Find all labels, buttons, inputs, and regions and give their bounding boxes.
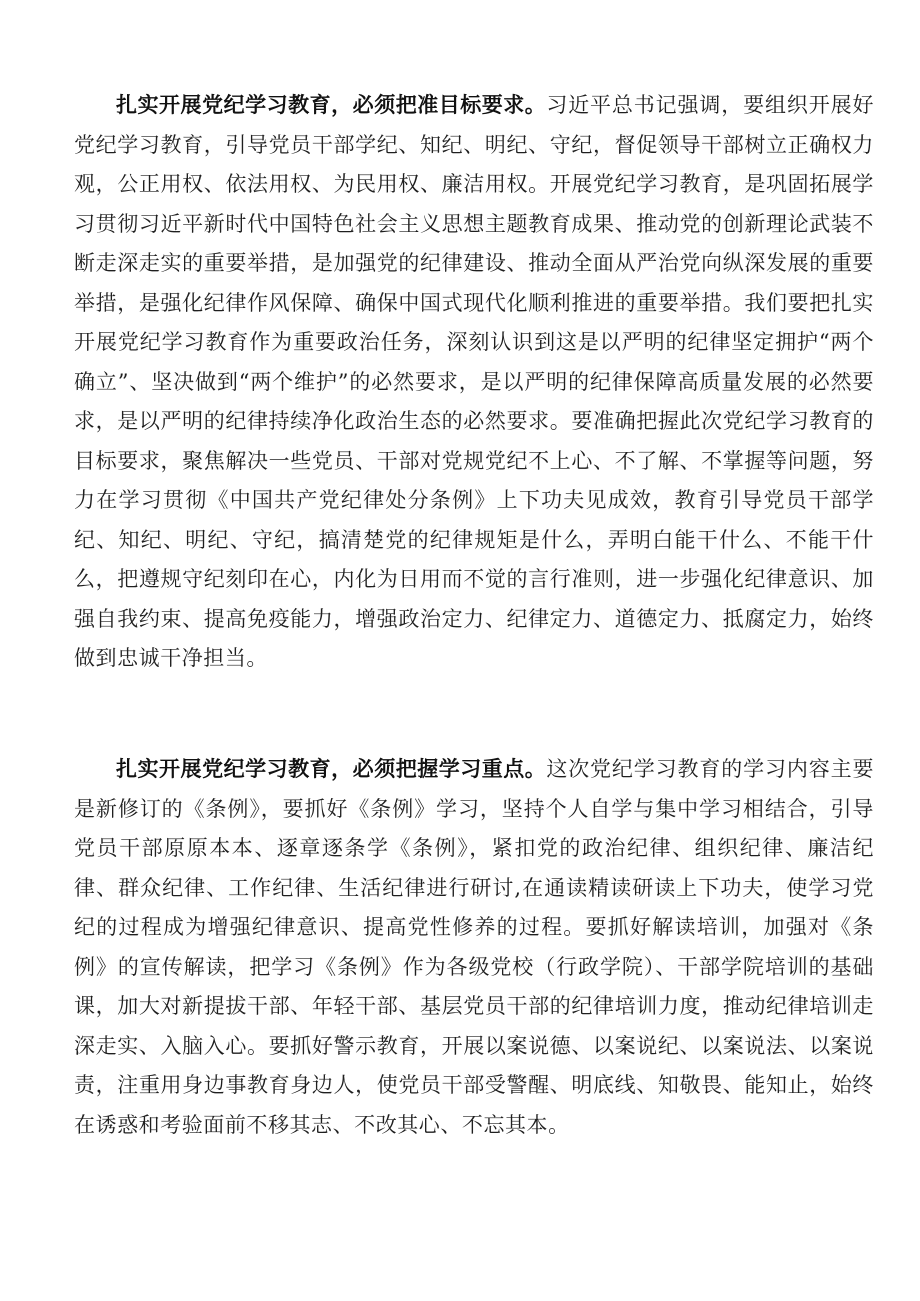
paragraph-body-text: 习近平总书记强调，要组织开展好党纪学习教育，引导党员干部学纪、知纪、明纪、守纪，督促领导干部树立正确权力观，公正用权、依法用权、为民用权、廉洁用权。开展党纪学习教育，是巩固拓展学习贯彻习近平新时代中国特色社会主义思想主题教育成果、推动党的创新理论武装不断走深走实的重要举措，是加强党的纪律建设、推动全面从严治党向纵深发展的重要举措，是强化纪律作风保障、确保中国式现代化顺利推进的重要举措。我们要把扎实开展党纪学习教育作为重要政治任务，深刻认识到这是以严明的纪律坚定拥护“两个确立”、坚决做到“两个维护”的必然要求，是以严明的纪律保障高质量发展的必然要求，是以严明的纪律持续净化政治生态的必然要求。要准确把握此次党纪学习教育的目标要求，聚焦解决一些党员、干部对党规党纪不上心、不了解、不掌握等问题，努力在学习贯彻《中国共产党纪律处分条例》上下功夫见成效，教育引导党员干部学纪、知纪、明纪、守纪，搞清楚党的纪律规矩是什么，弄明白能干什么、不能干什么，把遵规守纪刻印在心，内化为日用而不觉的言行准则，进一步强化纪律意识、加强自我约束、提高免疫能力，增强政治定力、纪律定力、道德定力、抵腐定力，始终做到忠诚干净担当。 — [74, 93, 875, 670]
paragraph-target-requirements — [74, 86, 874, 679]
paragraph-lead-heading: 扎实开展党纪学习教育，必须把握学习重点。 — [116, 757, 547, 781]
paragraph-study-focus — [74, 750, 874, 1145]
paragraph-lead-heading: 扎实开展党纪学习教育，必须把准目标要求。 — [116, 93, 547, 117]
paragraph-body-text: 这次党纪学习教育的学习内容主要是新修订的《条例》，要抓好《条例》学习，坚持个人自学与集中学习相结合，引导党员干部原原本本、逐章逐条学《条例》，紧扣党的政治纪律、组织纪律、廉洁纪律、群众纪律、工作纪律、生活纪律进行研讨,在通读精读研读上下功夫，使学习党纪的过程成为增强纪律意识、提高党性修养的过程。要抓好解读培训，加强对《条例》的宣传解读，把学习《条例》作为各级党校（行政学院）、干部学院培训的基础课，加大对新提拔干部、年轻干部、基层党员干部的纪律培训力度，推动纪律培训走深走实、入脑入心。要抓好警示教育，开展以案说德、以案说纪、以案说法、以案说责，注重用身边事教育身边人，使党员干部受警醒、明底线、知敬畏、能知止，始终在诱惑和考验面前不移其志、不改其心、不忘其本。 — [74, 757, 875, 1137]
